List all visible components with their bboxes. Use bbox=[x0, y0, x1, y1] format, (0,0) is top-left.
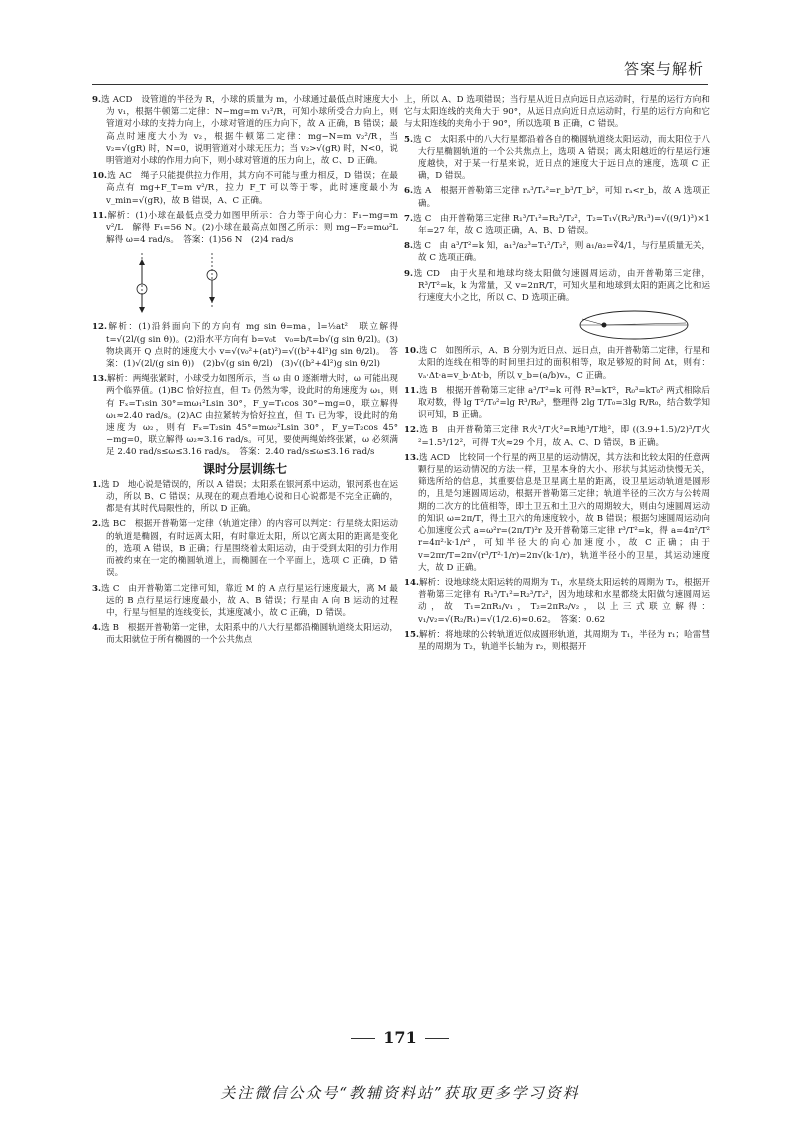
answer-item: 12.解析：(1)沿斜面向下的方向有 mg sin θ=ma，l=½at² 联立解得 t=√(2l/(g sin θ))。(2)沿水平方向有 b=v₀t v₀=b/t=b√(g sin θ/2l)。(3)物块离开 Q 点时的速度大小 v=√(v₀²+(at)²)=√((b²+4l²)g sin θ/2l)。 答案：(1)√(2l/(g sin θ)) (2)b√(g sin θ/2l) (3)√((b²+4l²)g sin θ/2l) bbox=[92, 322, 398, 370]
answer-item: 2.选 BC 根据开普勒第一定律（轨道定律）的内容可以判定：行星绕太阳运动的轨道是椭圆，有时远离太阳，有时靠近太阳，所以它离太阳的距离是变化的，选项 A 错误，B 正确；行星围绕着太阳运动，由于受到太阳的引力作用而被约束在一定的椭圆轨道上，而椭圆在一个平面上，选项 C 正确，D 错误。 bbox=[92, 519, 398, 579]
answer-item: 15.解析：将地球的公转轨道近似成圆形轨道，其周期为 T₁，半径为 r₁；哈雷彗星的周期为 T₂，轨道半长轴为 r₂，则根据开 bbox=[404, 629, 710, 652]
answer-item: 13.选 ACD 比较同一个行星的两卫星的运动情况，其方法和比较太阳的任意两颗行星的运动情况的方法一样，卫星本身的大小、形状与其运动快慢无关，筛选所给的信息，其重要信息是卫星离土星的距离，设卫星运动轨道是圆形的，且是匀速圆周运动，根据开普勒第三定律；轨道半径的三次方与公转周期的二次方的比值相等，即土卫五和土卫六的周期较大，则由匀速圆周运动的知识 ω=2π/T，得土卫六的角速度较小，故 B 错误；根据匀速圆周运动向心加速度公式 a=ω²r=(2π/T)²r 及开普勒第三定律 r³/T²=k，得 a=4π²/T² r=4π²·k·1/r²，可知半径大的向心加速度小，故 C 正确；由于 v=2πr/T=2π√(r³/T²·1/r)=2π√(k·1/r)，轨道半径小的卫星，其运动速度大，故 D 正确。 bbox=[404, 452, 710, 573]
ellipse-orbit-figure bbox=[574, 307, 694, 343]
answer-item: 3.选 C 由开普勒第二定律可知，靠近 M 的 A 点行星运行速度最大，离 M 最远的 B 点行星运行速度最小，故 A、B 错误；行星由 A 向 B 运动的过程中，行星与恒星的连线变长，其速度减小，故 C 正确，D 错误。 bbox=[92, 583, 398, 618]
page-number-dash-right bbox=[425, 1038, 449, 1039]
answer-item: 11.选 B 根据开普勒第三定律 a³/T²=k 可得 R³=kT²，R₀³=kT₀² 两式相除后取对数，得 lg T²/T₀²=lg R³/R₀³，整理得 2lg T/T₀=3lg R/R₀，结合数学知识可知，B 正确。 bbox=[404, 385, 710, 421]
answer-item: 5.选 C 太阳系中的八大行星都沿着各自的椭圆轨道绕太阳运动，而太阳位于八大行星椭圆轨道的一个公共焦点上，选项 A 错误；离太阳越近的行星运行速度越快，对于某一行星来说，近日点的速度大于远日点的速度，选项 C 正确，D 错误。 bbox=[404, 134, 710, 182]
page-header bbox=[92, 54, 708, 85]
header-title: 答案与解析 bbox=[623, 60, 704, 78]
diagram-yi bbox=[207, 253, 217, 309]
footer-note: 关注微信公众号“教辅资料站”获取更多学习资料 bbox=[220, 1084, 580, 1102]
answer-item: 4.选 B 根据开普勒第一定律，太阳系中的八大行星都沿椭圆轨道绕太阳运动，而太阳就位于所有椭圆的一个公共焦点 bbox=[92, 623, 398, 646]
answer-item: 9.选 CD 由于火星和地球均绕太阳做匀速圆周运动，由开普勒第三定律，R³/T²=k，k 为常量，又 v=2πR/T，可知火星和地球到太阳的距离之比和运行速度大小之比，所以 C、D 选项正确。 bbox=[404, 268, 710, 304]
answer-item: 9.选 ACD 设管道的半径为 R，小球的质量为 m，小球通过最低点时速度大小为 v₁，根据牛顿第二定律：N−mg=m v₁²/R，可知小球所受合力向上，则管道对小球的支持力向上，小球对管道的压力向下，故 A 正确，B 错误；最高点时速度大小为 v₂，根据牛顿第二定律：mg−N=m v₂²/R，当 v₂=√(gR) 时，N=0，说明管道对小球无压力；当 v₂>√(gR) 时，N<0，说明管道对小球的作用力向下，则小球对管道的压力向上，故 C、D 正确。 bbox=[92, 95, 398, 167]
page-number-dash-left bbox=[351, 1038, 375, 1039]
answer-item: 6.选 A 根据开普勒第三定律 rₐ³/Tₐ²=r_b³/T_b²，可知 rₐ<r_b，故 A 选项正确。 bbox=[404, 186, 710, 209]
answer-item: 8.选 C 由 a³/T²=k 知，a₁³/a₂³=T₁²/T₂²，则 a₁/a₂=∛4/1，与行星质量无关，故 C 选项正确。 bbox=[404, 241, 710, 264]
section-title: 课时分层训练七 bbox=[202, 461, 287, 476]
answer-item: 12.选 B 由开普勒第三定律 R火³/T火²=R地³/T地²，即 ((3.9+1.5)/2)³/T火²=1.5³/12²，可得 T火≈29 个月，故 A、C、D 错误，B 正确。 bbox=[404, 425, 710, 448]
answer-item: 10.选 AC 绳子只能提供拉力作用，其方向不可能与重力相反，D 错误；在最高点有 mg+F_T=m v²/R，拉力 F_T 可以等于零，此时速度最小为 v_min=√(gR)，故 B 错误，A、C 正确。 bbox=[92, 171, 398, 206]
answer-item: 10.选 C 如图所示，A、B 分别为近日点、远日点，由开普勒第二定律，行星和太阳的连线在相等的时间里扫过的面积相等，取足够短的时间 Δt，则有：vₐ·Δt·a=v_b·Δt·b，所以 v_b=(a/b)vₐ，C 正确。 bbox=[404, 346, 710, 381]
answer-item: 13.解析：两绳张紧时，小球受力如图所示，当 ω 由 0 逐渐增大时，ω 可能出现两个临界值。(1)BC 恰好拉直，但 T₂ 仍然为零，设此时的角速度为 ω₁，则有 Fₓ=T₁sin 30°=mω₁²Lsin 30°，F_y=T₁cos 30°−mg=0，联立解得 ω₁≈2.40 rad/s。(2)AC 由拉紧转为恰好拉直，但 T₁ 已为零，设此时的角速度为 ω₂，则有 Fₓ=T₂sin 45°=mω₂²Lsin 30°，F_y=T₂cos 45°−mg=0，联立解得 ω₂≈3.16 rad/s。可见，要使两绳始终张紧，ω 必须满足 2.40 rad/s≤ω≤3.16 rad/s。 答案：2.40 rad/s≤ω≤3.16 rad/s bbox=[92, 374, 398, 458]
answer-item: 1.选 D 地心说是错误的，所以 A 错误；太阳系在银河系中运动，银河系也在运动，所以 B、C 错误；从现在的观点看地心说和日心说都是不完全正确的，都是有其时代局限性的，所以 D 正确。 bbox=[92, 479, 398, 515]
diagram-jia bbox=[137, 253, 147, 313]
page-number: 171 bbox=[0, 1028, 800, 1047]
right-column bbox=[404, 94, 710, 1014]
left-column bbox=[92, 94, 407, 1014]
answer-continuation: 上，所以 A、D 选项错误；当行星从近日点向远日点运动时，行星的运行方向和它与太阳连线的夹角大于 90°，从远日点向近日点运动时，行星的运行方向和它与太阳连线的夹角小于 90°，所以选项 B 正确，C 错误。 bbox=[404, 95, 710, 130]
answer-item: 7.选 C 由开普勒第三定律 R₁³/T₁²=R₂³/T₂²，T₂=T₁√(R₂³/R₁³)=√((9/1)³)×1 年=27 年，故 C 选项正确，A、B、D 错误。 bbox=[404, 213, 710, 237]
answer-item: 14.解析：设地球绕太阳运转的周期为 T₁，水星绕太阳运转的周期为 T₂，根据开普勒第三定律有 R₁³/T₁²=R₂³/T₂²，因为地球和水星都绕太阳做匀速圆周运动，故 T₁=2πR₁/v₁，T₂=2πR₂/v₂，以上三式联立解得：v₁/v₂=√(R₂/R₁)=√(1/2.6)≈0.62。 答案：0.62 bbox=[404, 577, 710, 625]
answer-item: 11.解析：(1)小球在最低点受力如图甲所示：合力等于向心力：F₁−mg=m v²/L 解得 F₁=56 N。(2)小球在最高点如图乙所示：则 mg−F₂=mω²L 解得 ω=4 rad/s。 答案：(1)56 N (2)4 rad/s bbox=[92, 210, 407, 246]
force-diagram-figure bbox=[112, 249, 252, 319]
